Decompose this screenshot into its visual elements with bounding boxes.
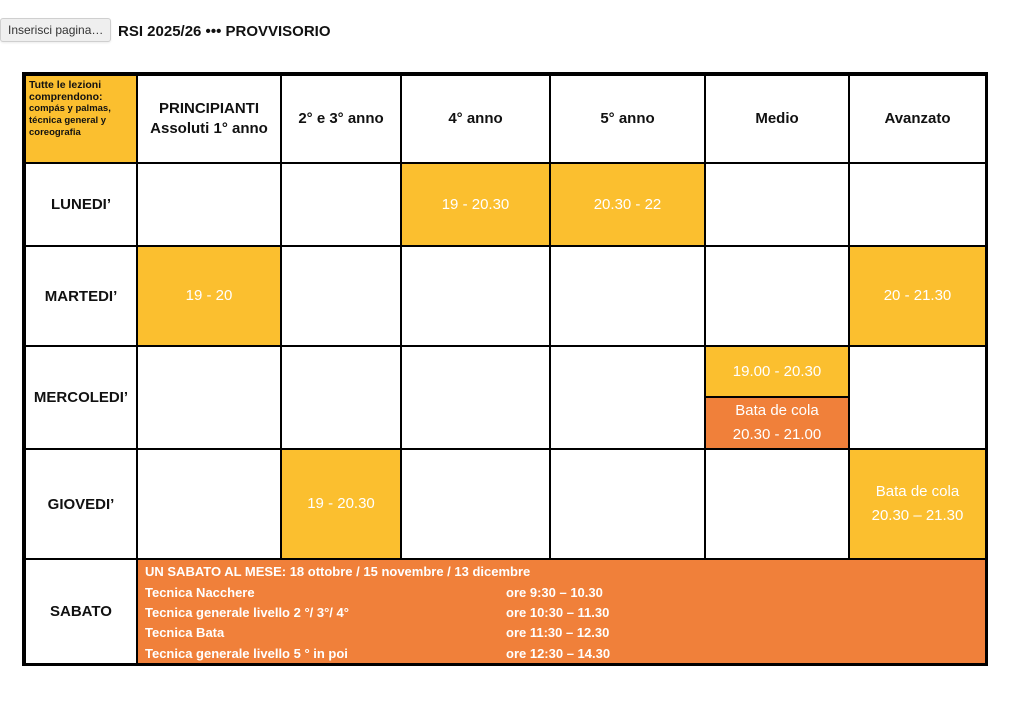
lunedi-4-anno-slot: 19 - 20.30: [401, 163, 550, 246]
sabato-item-label: Tecnica generale livello 5 ° in poi: [145, 646, 348, 661]
giovedi-avanzato-bata-slot: [849, 449, 986, 559]
giovedi-bata-time: 20.30 – 21.30: [871, 507, 964, 524]
martedi-4-anno-cell: [401, 246, 550, 346]
mercoledi-medio-slot: 19.00 - 20.30: [705, 346, 849, 397]
giovedi-principianti-cell: [137, 449, 281, 559]
mercoledi-5-anno-cell: [550, 346, 705, 449]
mercoledi-4-anno-cell: [401, 346, 550, 449]
col-header-principianti: PRINCIPIANTI Assoluti 1° anno: [137, 75, 281, 163]
day-sabato: SABATO: [25, 559, 137, 664]
martedi-medio-cell: [705, 246, 849, 346]
giovedi-medio-cell: [705, 449, 849, 559]
day-lunedi: LUNEDI’: [25, 163, 137, 246]
sabato-item-label: Tecnica Bata: [145, 625, 225, 640]
mercoledi-principianti-cell: [137, 346, 281, 449]
mercoledi-2-3-anno-cell: [281, 346, 401, 449]
martedi-principianti-slot: 19 - 20: [137, 246, 281, 346]
lunedi-2-3-anno-cell: [281, 163, 401, 246]
page-title: RSI 2025/26 ••• PROVVISORIO: [118, 23, 331, 40]
header-note-cell: [25, 75, 137, 163]
col-header-4-anno: 4° anno: [401, 75, 550, 163]
giovedi-2-3-anno-slot: 19 - 20.30: [281, 449, 401, 559]
day-mercoledi: MERCOLEDI’: [25, 346, 137, 449]
lessons-note: [26, 76, 136, 142]
sabato-schedule-block: [137, 559, 986, 664]
martedi-2-3-anno-cell: [281, 246, 401, 346]
lunedi-principianti-cell: [137, 163, 281, 246]
sabato-item-label: Tecnica Nacchere: [145, 585, 255, 600]
martedi-avanzato-slot: 20 - 21.30: [849, 246, 986, 346]
sabato-item-time: ore 9:30 – 10.30: [506, 585, 603, 600]
sabato-item-label: Tecnica generale livello 2 °/ 3°/ 4°: [145, 605, 349, 620]
martedi-5-anno-cell: [550, 246, 705, 346]
sabato-item-time: ore 11:30 – 12.30: [506, 625, 610, 640]
lessons-note-line1: Tutte le lezioni comprendono:: [29, 79, 103, 103]
sabato-item-time: ore 10:30 – 11.30: [506, 605, 610, 620]
mercoledi-medio-bata-slot: [705, 397, 849, 449]
giovedi-4-anno-cell: [401, 449, 550, 559]
col-header-medio: Medio: [705, 75, 849, 163]
page-tooltip: Inserisci pagina…: [0, 18, 111, 42]
col-header-avanzato: Avanzato: [849, 75, 986, 163]
lunedi-5-anno-slot: 20.30 - 22: [550, 163, 705, 246]
col-header-2-3-anno: 2° e 3° anno: [281, 75, 401, 163]
sabato-headline: UN SABATO AL MESE: 18 ottobre / 15 novembre / 13 dicembre: [145, 564, 531, 579]
day-martedi: MARTEDI’: [25, 246, 137, 346]
mercoledi-bata-time: 20.30 - 21.00: [732, 426, 822, 443]
day-giovedi: GIOVEDI’: [25, 449, 137, 559]
mercoledi-bata-label: Bata de cola: [735, 402, 819, 419]
giovedi-5-anno-cell: [550, 449, 705, 559]
col-header-5-anno: 5° anno: [550, 75, 705, 163]
mercoledi-avanzato-cell: [849, 346, 986, 449]
giovedi-bata-label: Bata de cola: [875, 483, 960, 500]
lunedi-medio-cell: [705, 163, 849, 246]
lessons-note-line2: compás y palmas, técnica general y coreografia: [29, 103, 111, 138]
lunedi-avanzato-cell: [849, 163, 986, 246]
sabato-item-time: ore 12:30 – 14.30: [506, 646, 611, 661]
